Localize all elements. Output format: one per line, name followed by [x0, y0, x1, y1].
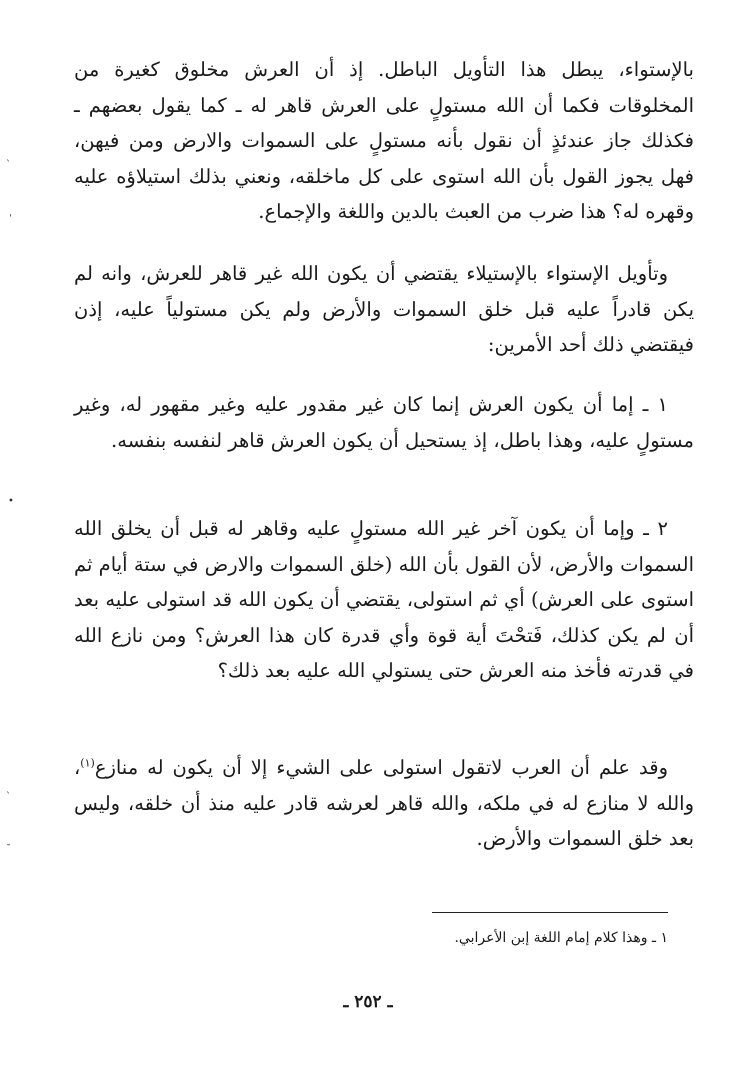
paragraph-5-text	[74, 750, 694, 857]
footnote: ١ ـ وهذا كلام إمام اللغة إبن الأعرابي.	[454, 930, 668, 946]
margin-speck: •	[8, 496, 14, 507]
paragraph-2	[74, 256, 694, 363]
paragraph-3	[74, 387, 694, 458]
footnote-divider	[432, 912, 668, 913]
margin-speck: ˋ	[6, 160, 11, 171]
margin-speck: ˉ	[6, 844, 11, 855]
paragraph-4-text: ٢ ـ وإما أن يكون آخر غير الله مستولٍ عليه وقاهر له قبل أن يخلق الله السموات والأرض، لأن القول بأن الله (خلق السموات والارض في ستة أيام ثم استوى على العرش) أي ثم استولى، يقتضي أن يكون الله قد استولى عليه بعد أن لم يكن كذلك، فَتحْتَ أية قوة وأي قدرة كان هذا العرش؟ ومن نازع الله في قدرته فأخذ منه العرش حتى يستولي الله عليه بعد ذلك؟	[74, 517, 694, 682]
page-number: ـ ٢٥٢ ـ	[343, 992, 393, 1012]
paragraph-1-text: بالإستواء، يبطل هذا التأويل الباطل. إذ أن العرش مخلوق كغيرة من المخلوقات فكما أن الله مستولٍ على العرش قاهر له ـ كما يقول بعضهم ـ فكذلك جاز عندئذٍ أن نقول بأنه مستولٍ على السموات والارض ومن فيهن، فهل يجوز القول بأن الله استوى على كل ماخلقه، ونعني بذلك استيلاؤه عليه وقهره له؟ هذا ضرب من العبث بالدين واللغة والإجماع.	[74, 58, 694, 223]
margin-speck: ˋ	[6, 792, 11, 803]
paragraph-5-before-ref: وقد علم أن العرب لاتقول استولى على الشيء إلا أن يكون له منازع	[94, 756, 668, 779]
margin-speck: ˈ	[9, 214, 12, 225]
paragraph-5	[74, 750, 694, 857]
footnote-reference[interactable]: (١)	[80, 756, 95, 770]
paragraph-2-text: وتأويل الإستواء بالإستيلاء يقتضي أن يكون الله غير قاهر للعرش، وانه لم يكن قادراً عليه قبل خلق السموات والأرض ولم يكن مستولياً عليه، إذن فيقتضي ذلك أحد الأمرين:	[74, 262, 694, 356]
paragraph-1	[74, 52, 694, 230]
paragraph-5-after-ref: ، والله لا منازع له في ملكه، والله قاهر لعرشه قادر عليه منذ أن خلقه، وليس بعد خلق السموات والأرض.	[74, 756, 694, 850]
paragraph-4	[74, 511, 694, 689]
paragraph-3-text: ١ ـ إما أن يكون العرش إنما كان غير مقدور عليه وغير مقهور له، وغير مستولٍ عليه، وهذا باطل، إذ يستحيل أن يكون العرش قاهر لنفسه بنفسه.	[74, 393, 694, 452]
